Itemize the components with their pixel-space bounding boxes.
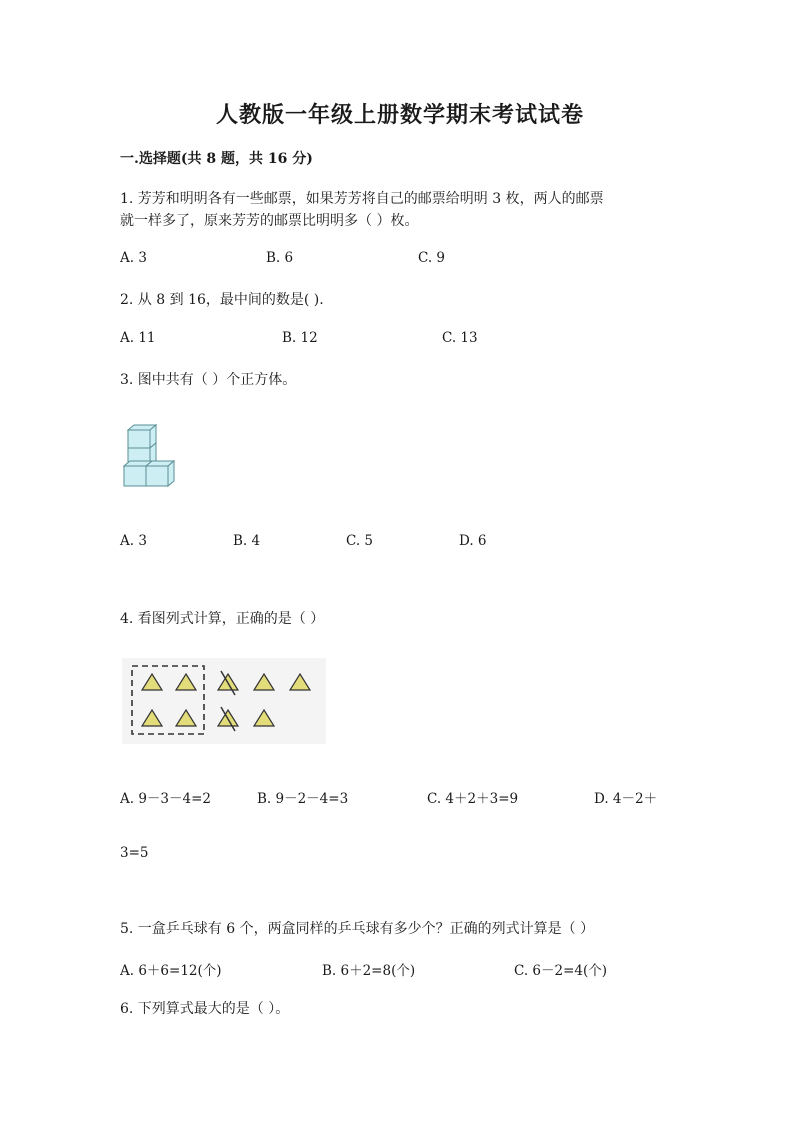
figure-background bbox=[122, 658, 326, 744]
cube-face bbox=[124, 466, 146, 486]
cube-figure bbox=[120, 420, 180, 492]
q5-option-c: C. 6－2=4(个) bbox=[514, 963, 608, 979]
question-2-text: 2. 从 8 到 16，最中间的数是( ). bbox=[120, 292, 324, 308]
q3-option-a: A. 3 bbox=[120, 533, 147, 549]
question-1-line-1: 1. 芳芳和明明各有一些邮票，如果芳芳将自己的邮票给明明 3 枚，两人的邮票 bbox=[120, 191, 604, 207]
q2-option-b: B. 12 bbox=[282, 330, 318, 346]
q3-option-c: C. 5 bbox=[346, 533, 374, 549]
q2-option-a: A. 11 bbox=[120, 330, 156, 346]
question-6-text: 6. 下列算式最大的是（ ）。 bbox=[120, 1001, 290, 1017]
question-4-text: 4. 看图列式计算，正确的是（ ） bbox=[120, 611, 325, 627]
q5-option-b: B. 6＋2=8(个) bbox=[322, 963, 416, 979]
q4-option-a: A. 9－3－4=2 bbox=[120, 791, 211, 807]
question-3-text: 3. 图中共有（ ）个正方体。 bbox=[120, 372, 297, 388]
question-1-line-2: 就一样多了，原来芳芳的邮票比明明多（ ）枚。 bbox=[120, 213, 419, 229]
cube-face bbox=[128, 430, 150, 448]
q4-option-d: D. 4－2＋ bbox=[594, 791, 658, 807]
q3-option-b: B. 4 bbox=[233, 533, 261, 549]
triangle-figure bbox=[122, 658, 326, 744]
q4-option-c: C. 4＋2＋3=9 bbox=[427, 791, 519, 807]
q4-option-d-wrap: 3=5 bbox=[120, 845, 149, 861]
q1-option-b: B. 6 bbox=[266, 250, 294, 266]
q1-option-a: A. 3 bbox=[120, 250, 147, 266]
q1-option-c: C. 9 bbox=[418, 250, 446, 266]
page-title: 人教版一年级上册数学期末考试试卷 bbox=[215, 102, 584, 128]
q4-option-b: B. 9－2－4=3 bbox=[257, 791, 349, 807]
cube-face bbox=[146, 466, 168, 486]
cube-face bbox=[168, 461, 174, 486]
question-5-text: 5. 一盒乒乓球有 6 个，两盒同样的乒乓球有多少个？正确的列式计算是（ ） bbox=[120, 921, 595, 937]
q2-option-c: C. 13 bbox=[442, 330, 478, 346]
q3-option-d: D. 6 bbox=[459, 533, 487, 549]
q5-option-a: A. 6＋6=12(个) bbox=[120, 963, 222, 979]
section-heading: 一.选择题(共 8 题，共 16 分) bbox=[120, 151, 313, 167]
